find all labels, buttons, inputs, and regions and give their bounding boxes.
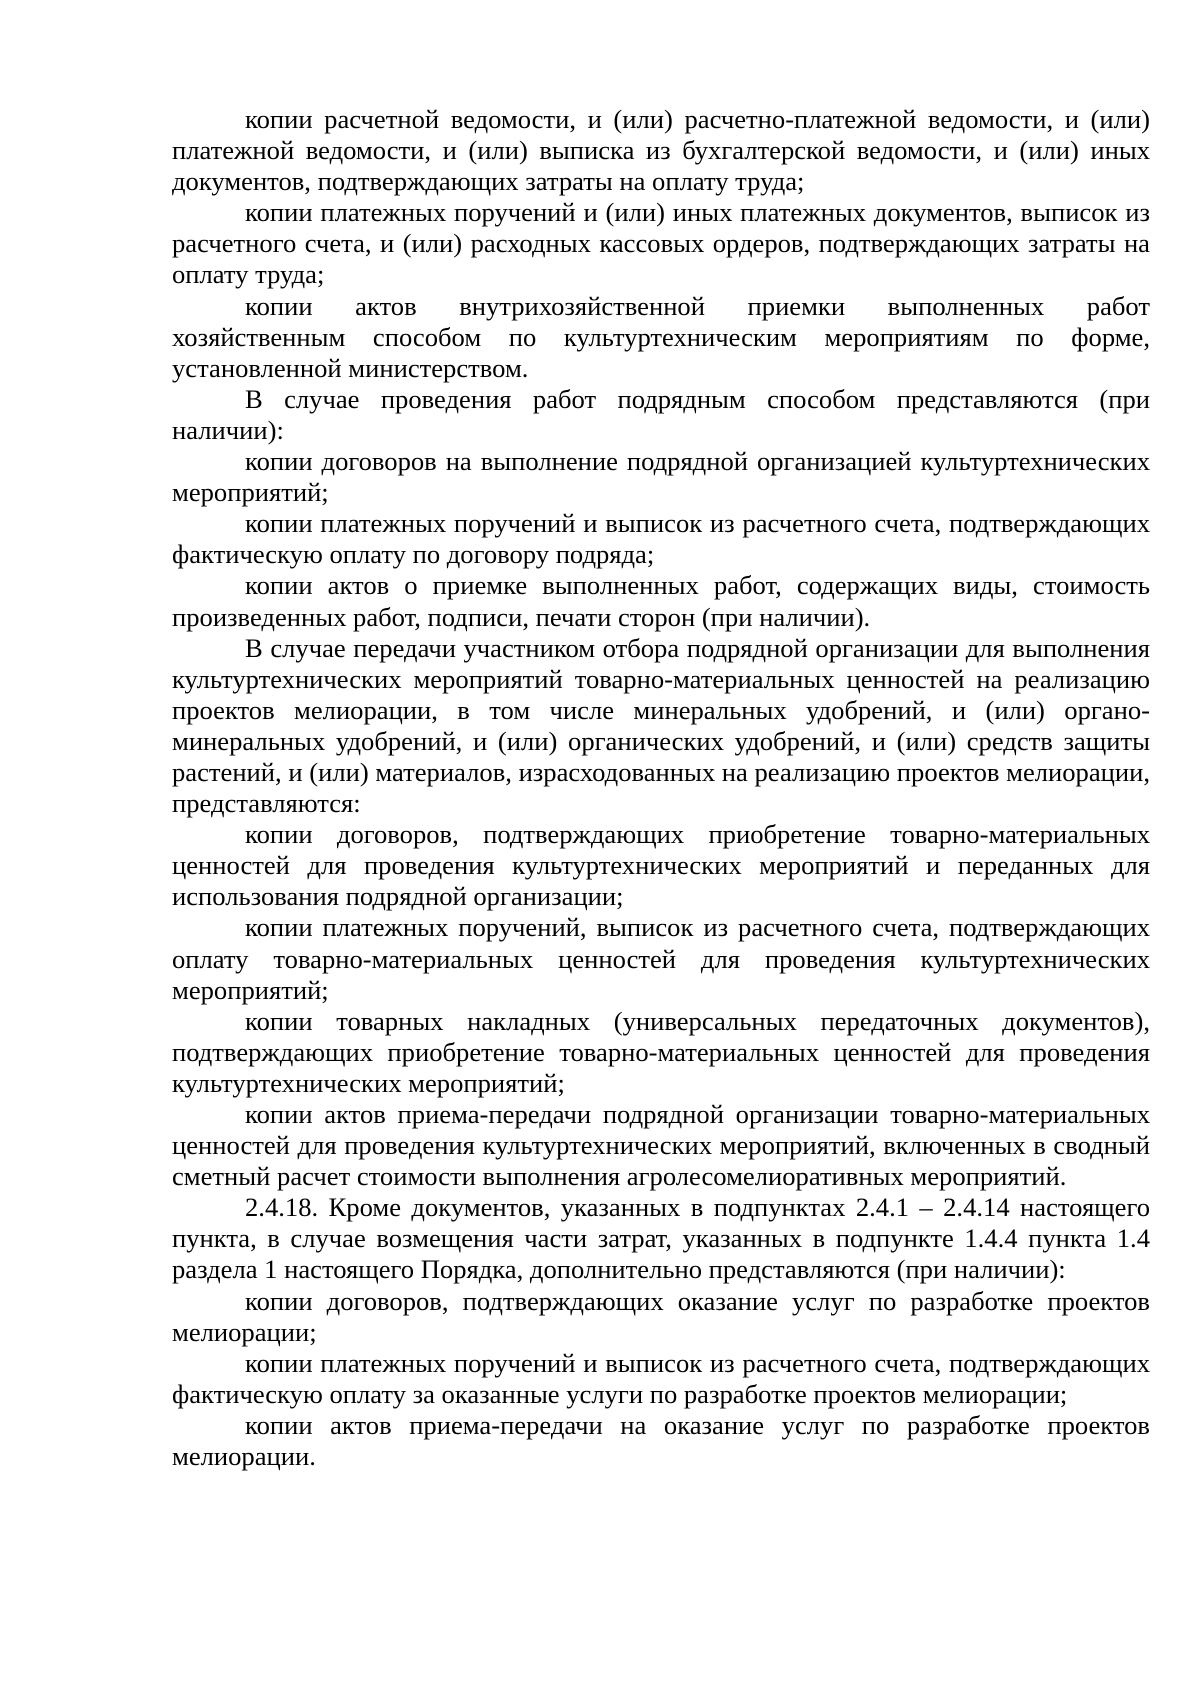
paragraph: копии договоров, подтверждающих приобретение товарно-материальных ценностей для проведения культуртехнических мероприятий и переданных для использования подрядной организации; xyxy=(172,819,1150,912)
paragraph: копии платежных поручений и выписок из расчетного счета, подтверждающих фактическую оплату по договору подряда; xyxy=(172,508,1150,570)
paragraph: копии расчетной ведомости, и (или) расчетно-платежной ведомости, и (или) платежной ведомости, и (или) выписка из бухгалтерской ведомости, и (или) иных документов, подтверждающих затраты на оплату труда; xyxy=(172,104,1150,197)
paragraph: копии договоров, подтверждающих оказание услуг по разработке проектов мелиорации; xyxy=(172,1285,1150,1347)
paragraph: копии актов о приемке выполненных работ, содержащих виды, стоимость произведенных работ, подписи, печати сторон (при наличии). xyxy=(172,570,1150,632)
paragraph: В случае передачи участником отбора подрядной организации для выполнения культуртехнических мероприятий товарно-материальных ценностей на реализацию проектов мелиорации, в том числе минеральных удобрений, и (или) органо-минеральных удобрений, и (или) органических удобрений, и (или) средств защиты растений, и (или) материалов, израсходованных на реализацию проектов мелиорации, представляются: xyxy=(172,632,1150,819)
paragraph: копии актов приема-передачи на оказание услуг по разработке проектов мелиорации. xyxy=(172,1409,1150,1472)
paragraph: копии договоров на выполнение подрядной организацией культуртехнических мероприятий; xyxy=(172,446,1150,508)
paragraph: копии платежных поручений и выписок из расчетного счета, подтверждающих фактическую оплату за оказанные услуги по разработке проектов мелиорации; xyxy=(172,1347,1150,1409)
paragraph: копии актов внутрихозяйственной приемки выполненных работ хозяйственным способом по культуртехническим мероприятиям по форме, установленной министерством. xyxy=(172,290,1150,383)
paragraph: копии платежных поручений и (или) иных платежных документов, выписок из расчетного счета, и (или) расходных кассовых ордеров, подтверждающих затраты на оплату труда; xyxy=(172,197,1150,290)
paragraph: копии платежных поручений, выписок из расчетного счета, подтверждающих оплату товарно-материальных ценностей для проведения культуртехнических мероприятий; xyxy=(172,912,1150,1005)
paragraph: В случае проведения работ подрядным способом представляются (при наличии): xyxy=(172,383,1150,445)
document-page xyxy=(172,104,1150,1472)
paragraph: копии товарных накладных (универсальных передаточных документов), подтверждающих приобретение товарно-материальных ценностей для проведения культуртехнических мероприятий; xyxy=(172,1005,1150,1098)
paragraph: копии актов приема-передачи подрядной организации товарно-материальных ценностей для проведения культуртехнических мероприятий, включенных в сводный сметный расчет стоимости выполнения агролесомелиоративных мероприятий. xyxy=(172,1099,1150,1192)
paragraph: 2.4.18. Кроме документов, указанных в подпунктах 2.4.1 – 2.4.14 настоящего пункта, в случае возмещения части затрат, указанных в подпункте 1.4.4 пункта 1.4 раздела 1 настоящего Порядка, дополнительно представляются (при наличии): xyxy=(172,1192,1150,1285)
